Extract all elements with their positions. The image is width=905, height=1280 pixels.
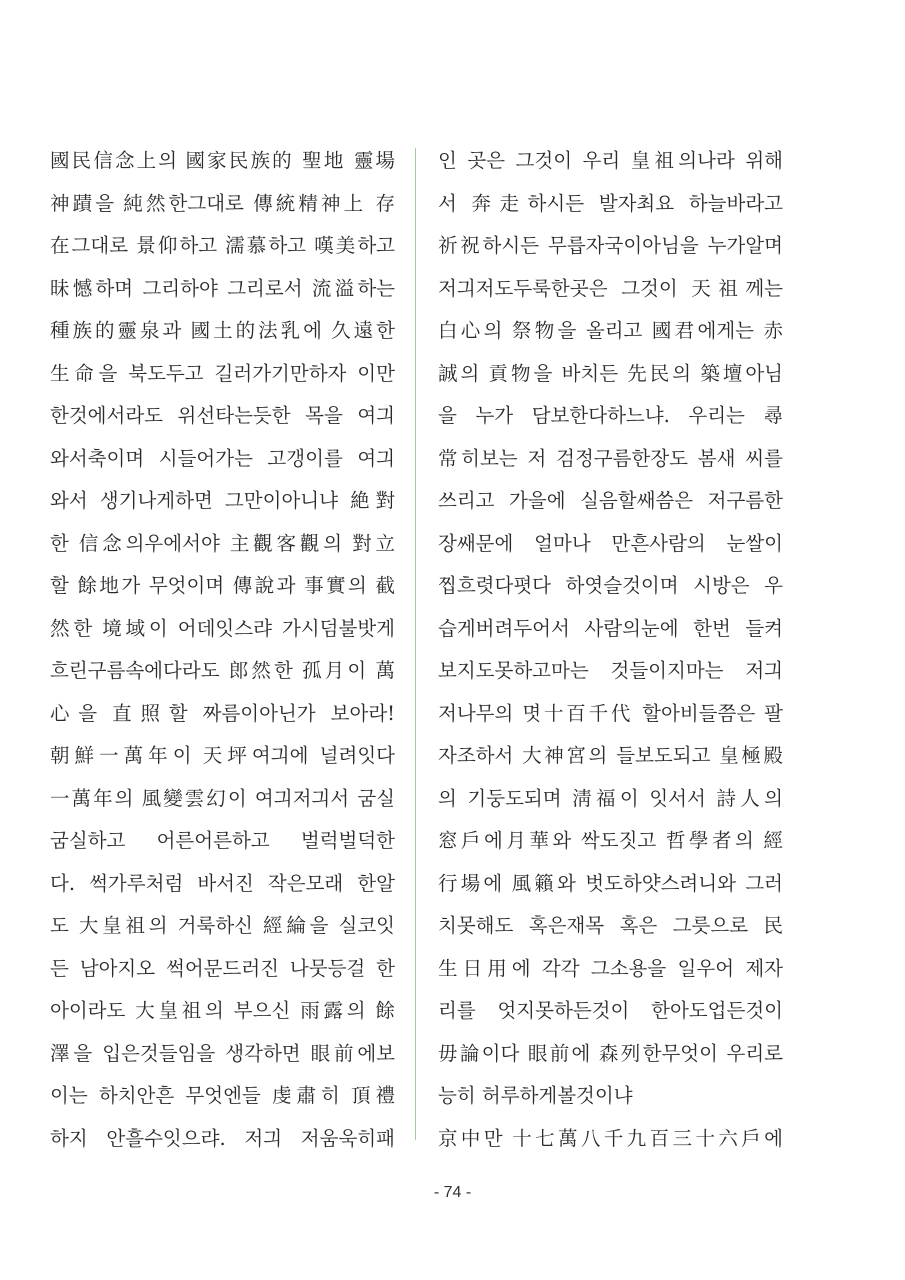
text-line: 毋論이다 眼前에 森列한무엇이 우리로 [438, 1041, 783, 1065]
text-line: 의 기둥도되며 淸福이 잇서서 詩人의 [438, 786, 783, 810]
text-line: 자조하서 大神宮의 들보도되고 皇極殿 [438, 744, 783, 767]
text-line: 도 大皇祖의 거룩하신 經綸을 실코잇 [50, 914, 395, 937]
text-line: 國民信念上의 國家民族的 聖地 靈場 [50, 149, 395, 172]
text-line: 저나무의 몃十百千代 할아비들쯤은 팔 [438, 701, 783, 725]
text-line: 祈祝하시든 무릅자국이아님을 누가알며 [438, 234, 783, 257]
text-line: 昧憾하며 그리하야 그리로서 流溢하는 [50, 276, 395, 300]
text-line: 한 信念의우에서야 主觀客觀의 對立 [50, 531, 395, 555]
text-line: 아이라도 大皇祖의 부으신 雨露의 餘 [50, 999, 395, 1022]
text-line: 와서축이며 시들어가는 고갱이를 여긔 [50, 446, 395, 470]
text-line: 生命을 북도두고 길러가기만하자 이만 [50, 361, 395, 385]
text-line: 와서 생기나게하면 그만이아니냐 絶對 [50, 489, 395, 512]
text-line: 心을 直照할 짜름이아닌가 보아라! [50, 701, 395, 725]
text-line: 저긔저도두룩한곳은 그것이 天祖께는 [438, 276, 783, 300]
text-line: 할 餘地가 무엇이며 傳說과 事實의 截 [50, 574, 395, 597]
text-line: 常히보는 저 검정구름한장도 봄새 씨를 [438, 446, 783, 470]
text-line: 든 남아지오 썩어문드러진 나뭇등걸 한 [50, 956, 395, 980]
text-line: 京中만 十七萬八千九百三十六戶에 [438, 1126, 783, 1150]
text-line: 습게버려두어서 사람의눈에 한번 들켜 [438, 616, 783, 640]
text-line: 쓰리고 가을에 실음할쌔씀은 저구름한 [438, 489, 783, 512]
text-line: 인 곳은 그것이 우리 皇祖의나라 위해 [438, 149, 783, 172]
page-number: - 74 - [433, 1184, 472, 1201]
text-line: 을 누가 담보한다하느냐. 우리는 尋 [438, 404, 783, 427]
left-text-column [50, 140, 395, 1160]
text-line: 行場에 風籟와 벗도하얏스려니와 그러 [438, 871, 783, 895]
right-text-column [438, 140, 783, 1160]
text-line: 굼실하고 어른어른하고 벌럭벌덕한 [50, 829, 395, 852]
text-line: 種族的靈泉과 國土的法乳에 久遠한 [50, 319, 395, 342]
text-line: 한것에서라도 위선타는듯한 목을 여긔 [50, 404, 395, 427]
text-line: 誠의 貢物을 바치든 先民의 築壇아님 [438, 361, 783, 385]
text-line: 澤을 입은것들임을 생각하면 眼前에보 [50, 1041, 395, 1065]
text-line: 서 奔走하시든 발자최요 하늘바라고 [438, 191, 783, 215]
text-line: 능히 허루하게볼것이냐 [438, 1084, 633, 1107]
text-line: 窓戶에月華와 싹도짓고 哲學者의 經 [438, 829, 783, 852]
text-line: 朝鮮一萬年이 天坪여긔에 널려잇다 [50, 744, 395, 767]
text-line: 生日用에 각각 그소용을 일우어 제자 [438, 956, 783, 980]
text-line: 보지도못하고마는 것들이지마는 저긔 [438, 659, 783, 682]
text-line: 一萬年의 風變雲幻이 여긔저긔서 굼실 [50, 786, 395, 810]
text-line: 치못해도 혹은재목 혹은 그릇으로 民 [438, 914, 783, 937]
text-line: 然한 境域이 어데잇스랴 가시덤불밧게 [50, 616, 395, 640]
text-line: 하지 안흘수잇으랴. 저긔 저움욱히패 [50, 1126, 395, 1150]
column-divider [415, 148, 416, 1140]
text-line: 흐린구름속에다라도 郎然한 孤月이 萬 [50, 659, 395, 682]
text-line: 찝흐렷다폇다 하엿슬것이며 시방은 우 [438, 574, 783, 597]
text-line: 神蹟을 純然한그대로 傳統精神上 存 [50, 191, 395, 215]
text-line: 在그대로 景仰하고 濡慕하고 嘆美하고 [50, 234, 395, 257]
text-line: 이는 하치안흔 무엇엔들 虔肅히 頂禮 [50, 1084, 395, 1107]
text-line: 장쌔문에 얼마나 만흔사람의 눈쌀이 [438, 531, 783, 555]
text-line: 다. 썩가루처럼 바서진 작은모래 한알 [50, 871, 395, 895]
text-line: 白心의 祭物을 올리고 國君에게는 赤 [438, 319, 783, 342]
text-line: 리를 엇지못하든것이 한아도업든것이 [438, 999, 783, 1022]
